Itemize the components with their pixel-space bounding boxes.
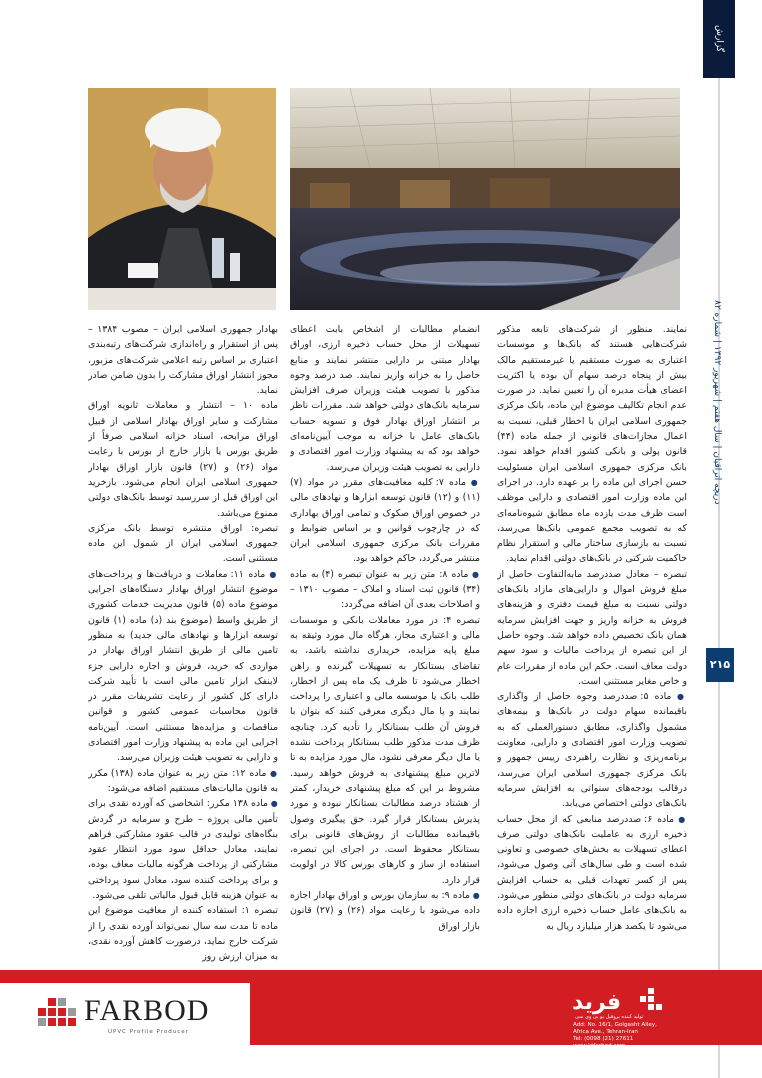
text-column-middle [290, 322, 480, 972]
page-number: ۲۱۵ [706, 648, 734, 682]
paragraph: تبصره ۴: در مورد معاملات بانکی و موسسات مالی و اعتباری مجاز، هرگاه مال مورد وثیقه به مبلغ پایه مزایده، خریداری نداشته باشد، به تقاضای بستانکار به تسهیلات گیرنده و راهن اخطار می‌شود تا ظرف یک ماه پس از اخطار، طلب بانک یا موسسه مالی و اعتباری را پرداخت نمایند و یا مال دیگری معرفی کنند که بتوان با فروش آن طلب بستانکار را تأدیه کرد. چنانچه ظرف مدت مذکور طلب بستانکار پرداخت نشده یا مال دیگر معرفی نشود، مال مورد مزایده به تا لاترین مبلغ پیشنهادی به فروش خواهد رسید. مشروط بر این که مبلغ پیشنهادی خریدار، کمتر از هشتاد درصد مطالبات بستانکار نبوده و مورد پذیرش بستانکار قرار گیرد. حق پیگیری وصول باقیمانده مطالبات از روش‌های قانونی برای بستانکار محفوظ است. در اجرای این تبصره، استفاده از ساز و کارهای بورس کالا در اولویت قرار دارد. [290, 614, 480, 886]
paragraph: ● ماده ۸: متن زیر به عنوان تبصره (۴) به ماده (۳۴) قانون ثبت اسناد و املاک – مصوب ۱۳۱۰ – و اصلاحات بعدی آن اضافه می‌گردد: [290, 567, 480, 613]
text-column-right [497, 322, 687, 972]
section-tab-label: گزارش [714, 25, 724, 53]
paragraph: ● ماده ۹: به سازمان بورس و اوراق بهادار اجازه داده می‌شود با رعایت مواد (۲۶) و (۲۷) قانون بازار اوراق [290, 888, 480, 934]
website: www.ktfarbod.com [573, 1043, 626, 1049]
phone-number: Tel: (0098 (21) 27611 [573, 1036, 634, 1042]
paragraph: ● ماده ۱۱: معاملات و دریافت‌ها و پرداخت‌های موضوع انتشار اوراق بهادار دستگاه‌های اجرایی موضوع ماده (۵) قانون مدیریت خدمات کشوری از طریق واسط (موضوع بند (د) ماده (۱) قانون توسعه ابزارها و نهادهای مالی جدید) به منظور تامین مالی از طریق انتشار اوراق بهادار در مواردی که خرید، فروش و اجاره دارایی جزء لاینفک ابزار تامین مالی است با تأیید شرکت دارای کل کشور از رعایت تشریفات مقرر در قانون محاسبات عمومی کشور و قوانین مناقصات و مزایده‌ها مستثنی است. آیین‌نامه اجرایی این ماده به پیشنهاد وزارت امور اقتصادی و دارایی به تصویب هیئت وزیران می‌رسد. [88, 567, 278, 766]
address-line: Add: No. 16/1, Golgasht Alley, [573, 1022, 657, 1028]
paragraph: تبصره – معادل صددرصد مابه‌التفاوت حاصل از مبلغ فروش اموال و دارایی‌های مازاد بانک‌های دولتی نسبت به مبلغ قیمت دفتری و هزینه‌های فروش به خزانه واریز و جهت افزایش سرمایه همان بانک تخصیص داده خواهد شد. وجوه حاصل از این تبصره از پرداخت مالیات و سود سهم دولت معاف است. حکم این ماده از مقررات عام و خاص مغایر مستثنی است. [497, 568, 687, 687]
section-tab [703, 0, 735, 78]
farbod-persian-brand: فرید [572, 990, 622, 1015]
address-line: Africa Ave., Tehran-Iran [573, 1029, 638, 1035]
portrait-illustration [88, 88, 276, 310]
parliament-photo [290, 88, 680, 310]
magazine-spine-text: دریچه اتراقیان | سال هفتم | شهریور ۱۳۹۲ | شماره ۸۲ [712, 300, 722, 505]
contact-address [573, 1022, 723, 1050]
farbod-mark-icon [640, 988, 662, 1016]
paragraph: انضمام مطالبات از اشخاص بابت اعطای تسهیلات از محل حساب ذخیره ارزی، اوراق بهادار مبتنی بر دارایی منتشر نمایند و منابع حاصل را به خزانه واریز نمایند. صد درصد وجوه مذکور با تصویب هیئت وزیران صرف افزایش سرمایه بانک‌های دولتی خواهد شد. مقررات ناظر بر انتشار اوراق بهادار فوق و تسویه حساب بانک‌های عامل با خزانه به موجب آیین‌نامه‌ای خواهد بود که به پیشنهاد وزارت امور اقتصادی و دارایی به تصویب هیئت وزیران می‌رسد. [290, 324, 480, 473]
farbod-persian-tagline: تولید کننده پروفیل یو پی وی سی [575, 1014, 644, 1020]
paragraph: تبصره ۱: استفاده کننده از معافیت موضوع این ماده تا مدت سه سال نمی‌تواند آورده نقدی را از شرکت خارج نماید، درصورت کاهش آورده نقدی، به میزان ارزش روز [88, 905, 278, 963]
parliament-illustration [290, 88, 680, 310]
farbod-tagline: UPVC Profile Producer [108, 1029, 189, 1035]
paragraph: ● ماده ۱۳۸ مکرر: اشخاصی که آورده نقدی برای تأمین مالی پروژه – طرح و سرمایه در گردش بنگاه‌های تولیدی در قالب عقود مشارکتی فراهم نمایند، معادل حداقل سود مورد انتظار عقود مشارکتی از پرداخت هرگونه مالیات معاف بوده، و برای پرداخت کننده سود، معادل سود پرداختی به عنوان هزینه قابل قبول مالیاتی تلقی می‌شود. [88, 796, 278, 903]
paragraph: ماده ۱۰ – انتشار و معاملات ثانویه اوراق مشارکت و سایر اوراق بهادار اسلامی از قبیل اوراق مرابحه، اسناد خزانه اسلامی صرفاً از طریق بورس یا بازار خارج از بورس با رعایت مواد (۲۶) و (۲۷) قانون بازار اوراق بهادار جمهوری اسلامی ایران انجام می‌شود. بازخرید این اوراق قبل از سررسید توسط بانک‌های دولتی ممنوع می‌باشد. [88, 400, 278, 519]
paragraph: تبصره: اوراق منتشره توسط بانک مرکزی جمهوری اسلامی ایران از شمول این ماده مستثنی است. [88, 522, 278, 565]
paragraph: ● ماده ۵: صددرصد وجوه حاصل از واگذاری باقیمانده سهام دولت در بانک‌ها و بیمه‌های مشمول واگذاری، مطابق دستورالعملی که به تصویب وزارت امور اقتصادی و دارایی، معاونت برنامه‌ریزی و نظارت راهبردی رییس جمهور و بانک مرکزی جمهوری اسلامی ایران می‌رسد، درقالب بودجه‌های سنواتی به افزایش سرمایه بانک‌های دولتی اختصاص می‌یابد. [497, 689, 687, 811]
paragraph: ● ماده ۷: کلیه معافیت‌های مقرر در مواد (۷) (۱۱) و (۱۲) قانون توسعه ابزارها و نهادهای مالی در خصوص اوراق صکوک و تمامی اوراق بهاداری که در چارچوب قوانین و بر اساس ضوابط و مقررات بانک مرکزی جمهوری اسلامی ایران منتشر می‌گردد، حاکم خواهد بود. [290, 475, 480, 567]
paragraph: ● ماده ۱۲: متن زیر به عنوان ماده (۱۳۸) مکرر به قانون مالیات‌های مستقیم اضافه می‌شود: [88, 766, 278, 797]
text-column-left [88, 322, 278, 972]
paragraph: بهادار جمهوری اسلامی ایران – مصوب ۱۳۸۴ – پس از استقرار و راه‌اندازی شرکت‌های رتبه‌بندی اعتباری بر اساس رتبه اعلامی شرکت‌های مزبور، مجوز انتشار اوراق مشارکت را بدون ضامن صادر نماید. [88, 324, 278, 397]
paragraph: ● ماده ۶: صددرصد منابعی که از محل حساب ذخیره ارزی به عاملیت بانک‌های دولتی صرف اعطای تسهیلات به بخش‌های خصوصی و تعاونی شده است و طی سال‌های آتی وصول می‌شود، پس از کسر تعهدات قبلی به حساب افزایش سرمایه دولت در بانک‌های دولتی منظور می‌شود. به بانک‌های عامل حساب ذخیره ارزی اجازه داده می‌شود تا یکصد هزار میلیارد ریال به [497, 812, 687, 934]
paragraph: نمایند. منظور از شرکت‌های تابعه مذکور شرکت‌هایی هستند که بانک‌ها و موسسات اعتباری به صورت مستقیم یا غیرمستقیم مالک بیش از پنجاه درصد سهام آن بوده یا اکثریت اعضای هیأت مدیره آن را تعیین نماید. در صورت عدم انجام تکالیف موضوع این ماده، بانک مرکزی جمهوری اسلامی ایران با اخطار قبلی، نسبت به اعمال مجازات‌های قانونی از جمله ماده (۴۴) قانون پولی و بانکی کشور اقدام خواهد نمود. بانک مرکزی جمهوری اسلامی ایران مسئولیت حسن اجرای این ماده را بر عهده دارد. در اجرای این ماده وزارت امور اقتصادی و دارایی موظف است ظرف مدت یازده ماه مطابق شیوه‌نامه‌ای که به تصویب مجمع عمومی بانک‌ها می‌رسد، نسبت به بازسازی ساختار مالی و استقرار نظام حاکمیت شرکتی در بانک‌های دولتی اقدام نماید. [497, 324, 687, 565]
farbod-grid-logo-icon [38, 994, 82, 1036]
portrait-photo [88, 88, 276, 310]
farbod-brand-text: FARBOD [84, 994, 210, 1027]
